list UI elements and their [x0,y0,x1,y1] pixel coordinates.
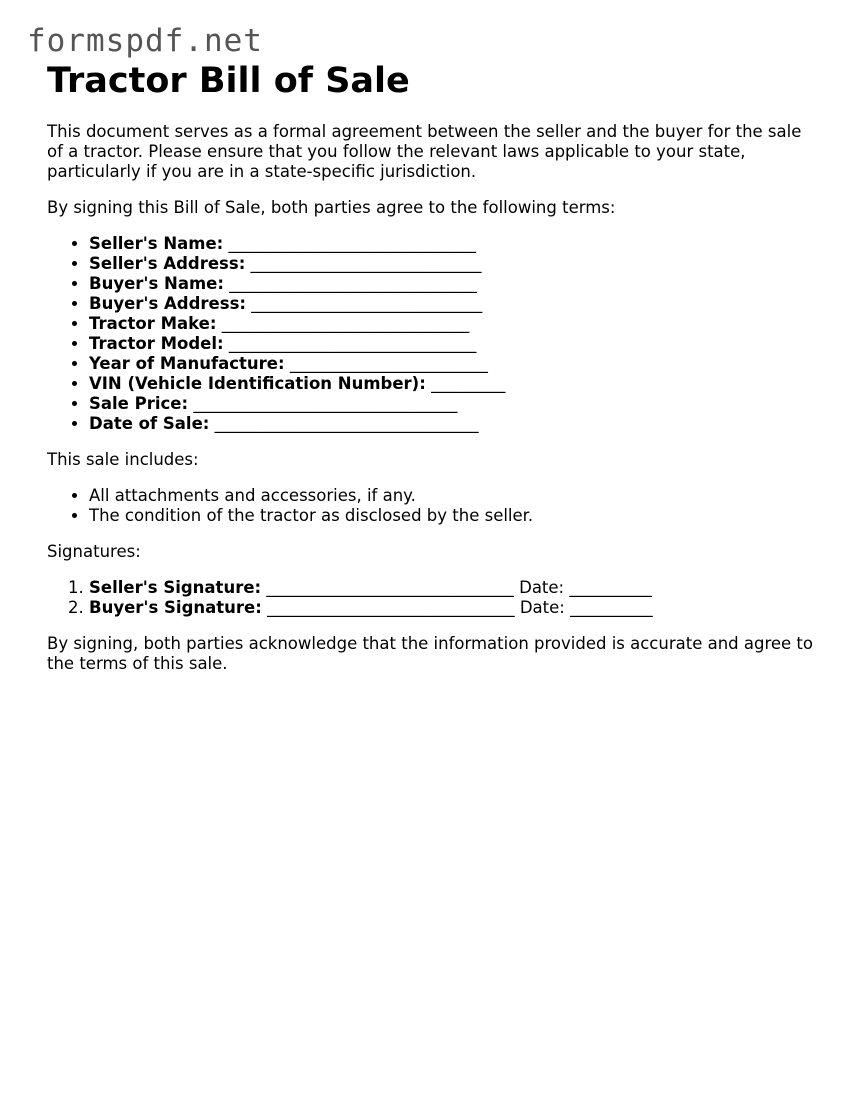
field-blank: ______________________________ [221,314,470,333]
field-tractor-model [89,334,817,354]
page-title: Tractor Bill of Sale [47,61,410,101]
field-label: Date of Sale: [89,414,210,433]
field-year-of-manufacture [89,354,817,374]
field-blank: ______________________________ [228,334,477,353]
field-blank: _________ [431,374,506,393]
includes-list [47,486,817,526]
field-vin [89,374,817,394]
closing-paragraph: By signing, both parties acknowledge that the information provided is accurate and agree to the terms of this sale. [47,634,814,673]
terms-field-list [47,234,817,434]
intro-paragraph: This document serves as a formal agreement between the seller and the buyer for the sale of a tractor. Please ensure that you follow the relevant laws applicable to your state, particularly if you are in a state-specific jurisdiction. [47,122,802,181]
field-blank: ________________________________ [214,414,479,433]
signature-label: Seller's Signature: [89,578,262,597]
field-tractor-make [89,314,817,334]
field-buyers-address [89,294,817,314]
field-blank: ________________________ [289,354,488,373]
field-blank: ____________________________ [251,294,483,313]
formspdf-watermark: formspdf.net [27,23,263,59]
document-body [47,60,817,674]
field-blank: ______________________________ [229,274,477,293]
field-label: VIN (Vehicle Identification Number): [89,374,426,393]
signature-blank: ______________________________ Date: __________ [266,578,652,597]
signature-blank: ______________________________ Date: __________ [267,598,653,617]
field-sellers-name [89,234,817,254]
field-buyers-name [89,274,817,294]
signatures-heading: Signatures: [47,542,141,561]
field-label: Buyer's Address: [89,294,246,313]
includes-item: • All attachments and accessories, if any. [89,486,817,506]
field-label: Seller's Address: [89,254,246,273]
field-sale-price [89,394,817,414]
field-label: Buyer's Name: [89,274,224,293]
field-label: Tractor Make: [89,314,217,333]
signatures-list [47,578,817,618]
buyer-signature-line [89,598,817,618]
field-sellers-address [89,254,817,274]
field-blank: ________________________________ [193,394,458,413]
field-label: Sale Price: [89,394,189,413]
field-label: Year of Manufacture: [89,354,285,373]
agreement-paragraph: By signing this Bill of Sale, both parties agree to the following terms: [47,198,616,217]
field-blank: ______________________________ [228,234,477,253]
field-label: Seller's Name: [89,234,224,253]
field-blank: ____________________________ [250,254,482,273]
signature-label: Buyer's Signature: [89,598,262,617]
field-label: Tractor Model: [89,334,224,353]
includes-item: • The condition of the tractor as disclosed by the seller. [89,506,817,526]
includes-heading: This sale includes: [47,450,199,469]
field-date-of-sale [89,414,817,434]
seller-signature-line [89,578,817,598]
